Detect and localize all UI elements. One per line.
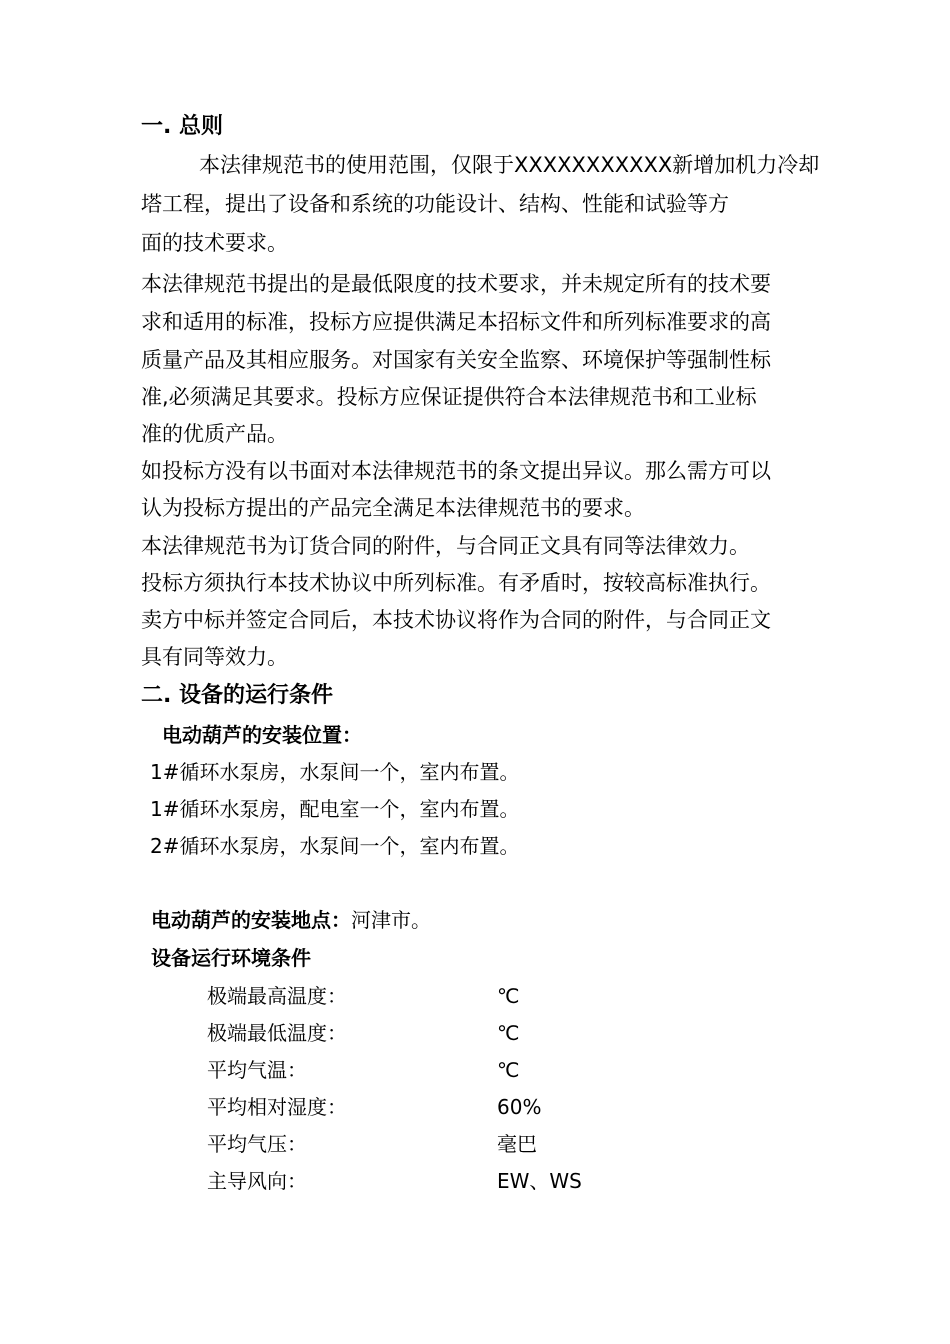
- env-label-humidity: 平均相对湿度：: [207, 1095, 347, 1119]
- install-position-item: 2#循环水泵房，水泵间一个，室内布置。: [150, 834, 520, 858]
- paragraph-line: 本法律规范书提出的是最低限度的技术要求，并未规定所有的技术要: [141, 272, 771, 296]
- install-site: [151, 906, 431, 934]
- env-label-max-temp: 极端最高温度：: [207, 984, 347, 1008]
- env-label-pressure: 平均气压：: [207, 1132, 307, 1156]
- section-heading-operating-conditions: 二. 设备的运行条件: [141, 683, 334, 708]
- env-value-wind: EW、WS: [497, 1169, 582, 1193]
- env-conditions-title: 设备运行环境条件: [151, 946, 311, 970]
- env-value-avg-temp: ℃: [497, 1058, 520, 1082]
- paragraph-line: 准,必须满足其要求。投标方应保证提供符合本法律规范书和工业标: [141, 385, 757, 409]
- env-label-avg-temp: 平均气温：: [207, 1058, 307, 1082]
- install-site-value: 河津市。: [351, 908, 431, 932]
- env-value-min-temp: ℃: [497, 1021, 520, 1045]
- env-value-humidity: 60%: [497, 1095, 542, 1119]
- paragraph-line: 面的技术要求。: [141, 231, 288, 255]
- paragraph-line: 认为投标方提出的产品完全满足本法律规范书的要求。: [141, 496, 645, 520]
- install-position-title: 电动葫芦的安装位置：: [162, 723, 362, 747]
- env-value-pressure: 毫巴: [497, 1132, 537, 1156]
- paragraph-line: 质量产品及其相应服务。对国家有关安全监察、环境保护等强制性标: [141, 348, 771, 372]
- install-position-item: 1#循环水泵房，配电室一个，室内布置。: [150, 797, 520, 821]
- env-label-wind: 主导风向：: [207, 1169, 307, 1193]
- paragraph-line: 求和适用的标准，投标方应提供满足本招标文件和所列标准要求的高: [141, 310, 771, 334]
- env-label-min-temp: 极端最低温度：: [207, 1021, 347, 1045]
- paragraph-line: 如投标方没有以书面对本法律规范书的条文提出异议。那么需方可以: [141, 459, 771, 483]
- paragraph-line: 本法律规范书的使用范围，仅限于XXXXXXXXXXX新增加机力冷却: [199, 153, 820, 177]
- paragraph-line: 卖方中标并签定合同后，本技术协议将作为合同的附件，与合同正文: [141, 608, 771, 632]
- env-value-max-temp: ℃: [497, 984, 520, 1008]
- paragraph-line: 准的优质产品。: [141, 422, 288, 446]
- paragraph-line: 具有同等效力。: [141, 645, 288, 669]
- paragraph-line: 投标方须执行本技术协议中所列标准。有矛盾时，按较高标准执行。: [141, 571, 771, 595]
- paragraph-line: 塔工程，提出了设备和系统的功能设计、结构、性能和试验等方: [141, 192, 729, 216]
- install-site-label: 电动葫芦的安装地点：: [151, 908, 351, 932]
- section-heading-general: 一. 总则: [141, 114, 224, 139]
- install-position-item: 1#循环水泵房，水泵间一个，室内布置。: [150, 760, 520, 784]
- paragraph-line: 本法律规范书为订货合同的附件，与合同正文具有同等法律效力。: [141, 534, 750, 558]
